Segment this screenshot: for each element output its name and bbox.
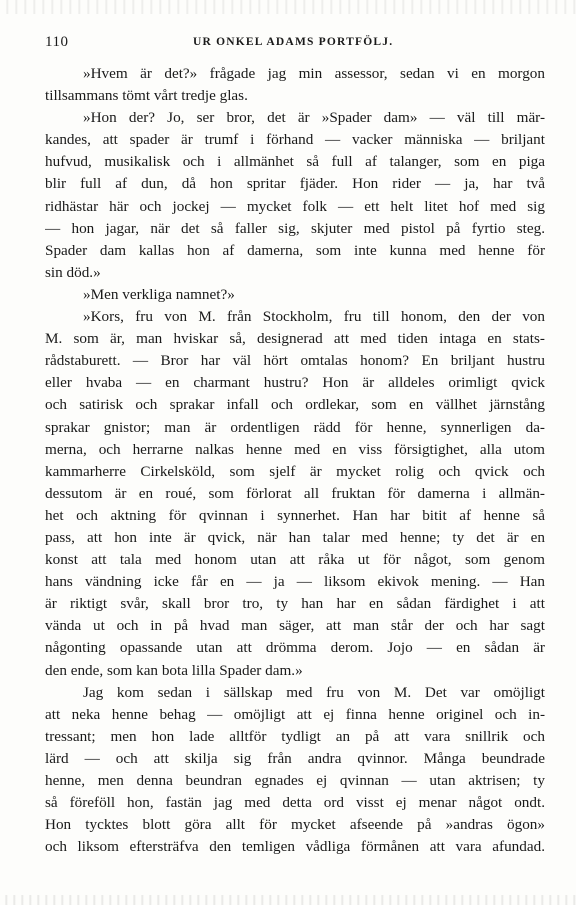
running-title: UR ONKEL ADAMS PORTFÖLJ. xyxy=(193,36,394,48)
scan-edge-bottom xyxy=(0,895,576,905)
text-line: sprakar gnistor; man är ordentligen rädd för henne, synnerligen da- xyxy=(45,418,545,436)
text-line: den ende, som kan bota lilla Spader dam.» xyxy=(45,661,303,679)
text-line: dessutom är en roué, som förlorat all fruktan för damerna i allmän- xyxy=(45,484,545,502)
text-line: henne, men denna beundran egnades ej qvinnan — utan aktrisen; ty xyxy=(45,772,545,789)
page-number: 110 xyxy=(45,34,69,50)
text-line: Spader dam kallas hon af damerna, som inte kunna med henne för xyxy=(45,241,545,259)
text-line: M. som är, man hviskar så, designerad att med tiden intaga en stats- xyxy=(45,330,545,348)
text-line: kammarherre Cirkelsköld, som sjelf är mycket rolig och qvick och xyxy=(45,462,545,480)
text-line: sin död.» xyxy=(45,263,101,281)
text-line: tillsammans tömt vårt tredje glas. xyxy=(45,87,248,105)
text-line: blir full af dun, då hon spritar fjäder. Hon rider — ja, har två xyxy=(45,175,545,193)
text-line: och liksom eftersträfva den temligen vådliga förmånen att vara afundad. xyxy=(45,838,545,856)
text-line: tressant; men hon lade alltför tydligt an på att vara snillrik och xyxy=(45,727,545,745)
text-line: »Kors, fru von M. från Stockholm, fru till honom, den der von xyxy=(83,308,545,326)
text-line: »Hvem är det?» frågade jag min assessor, sedan vi en morgon xyxy=(83,65,545,82)
text-line: merna, och herrarne nalkas henne med en viss försigtighet, alla utom xyxy=(45,440,545,458)
text-line: »Hon der? Jo, ser bror, det är »Spader dam» — väl till mär- xyxy=(83,109,545,127)
text-line: att neka henne behag — omöjligt att ej finna henne originel och in- xyxy=(45,705,545,723)
text-line: »Men verkliga namnet?» xyxy=(83,285,235,303)
text-line: är riktigt svår, skall bror tro, ty han har en sådan färdighet i att xyxy=(45,595,545,613)
text-line: kandes, att spader är trumf i förhand — vacker människa — briljant xyxy=(45,131,545,149)
text-line: konst att tala med honom utan att råka ut för något, som genom xyxy=(45,551,545,569)
text-line: pass, att hon inte är qvick, när han talar med henne; ty det är en xyxy=(45,528,545,546)
text-line: — hon jagar, när det så faller sig, skjuter med pistol på fyrtio steg. xyxy=(45,219,545,237)
text-line: Jag kom sedan i sällskap med fru von M. Det var omöjligt xyxy=(83,683,545,701)
text-line: het och aktning för qvinnan i synnerhet. Han har bitit af henne så xyxy=(45,506,545,524)
scan-edge-top xyxy=(0,0,576,14)
text-line: vända ut och in på hvad man säger, att man står der och har sagt xyxy=(45,617,545,635)
text-line: så föreföll hon, fastän jag med detta ord visst ej menar något ondt. xyxy=(45,794,545,812)
text-line: rådstaburett. — Bror har väl hört omtalas honom? En briljant hustru xyxy=(45,352,545,370)
text-line: Hon tycktes blott göra allt för mycket afseende på »andras ögon» xyxy=(45,816,545,834)
body-text xyxy=(45,63,545,858)
page-header xyxy=(45,34,545,54)
text-line: hans vändning icke får en — ja — liksom ekivok mening. — Han xyxy=(45,573,545,591)
text-line: någonting opassande utan att drömma derom. Jojo — en sådan är xyxy=(45,639,545,657)
text-line: och satirisk och sprakar infall och ordlekar, som en vällhet järnstång xyxy=(45,396,545,414)
text-line: hufvud, musikalisk och i allmänhet så full af talanger, som en piga xyxy=(45,153,545,171)
text-line: eller hvaba — en charmant hustru? Hon är alldeles orimligt qvick xyxy=(45,374,545,392)
text-line: lärd — och att skilja sig från andra qvinnor. Många beundrade xyxy=(45,749,545,767)
text-line: ridhästar här och jockej — mycket folk — ett helt litet hof med sig xyxy=(45,197,545,215)
